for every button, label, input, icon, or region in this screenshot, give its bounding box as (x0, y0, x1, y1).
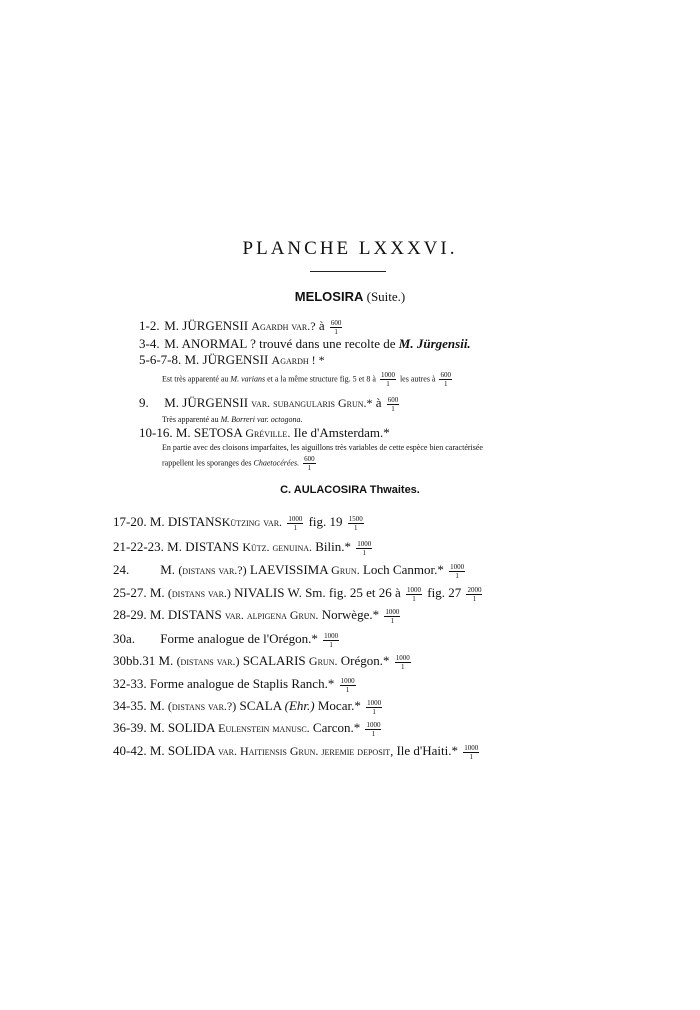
list-item (113, 539, 374, 557)
entry-author: (distans var.) (176, 654, 240, 668)
list-item (113, 720, 383, 738)
entry-author: Kütz. genuina. (242, 540, 312, 554)
entry-number: 25-27. (113, 585, 147, 600)
entry-author: (distans var.) (167, 586, 231, 600)
entry-author: var. subangularis Grun.* (251, 396, 373, 410)
entry-name: M. (149, 698, 165, 713)
entry-number: 24. (113, 562, 130, 577)
list-item (113, 653, 413, 671)
entry-name: Forme analogue de Staplis Ranch.* (149, 676, 335, 691)
magnification: $\frac{1000}{1}$ (340, 676, 355, 694)
list-item (139, 395, 401, 413)
list-item (139, 318, 344, 336)
entry-number: 30bb.31 (113, 653, 156, 668)
entry-name: M. ANORMAL ? trouvé dans une recolte de (164, 336, 396, 351)
entry-number: 9. (139, 395, 149, 410)
entry-author: Grun. (308, 654, 338, 668)
section-heading-aulacosira: C. AULACOSIRA Thwaites. (280, 484, 420, 496)
list-item (113, 631, 341, 649)
magnification: $\frac{600}{1}$ (330, 318, 342, 336)
magnification: $\frac{1000}{1}$ (357, 539, 372, 557)
magnification: $\frac{1000}{1}$ (324, 631, 339, 649)
entry-author: Eulenstein manusc. (218, 721, 310, 735)
plate-title: PLANCHE LXXXVI. (242, 238, 458, 259)
entry-text: SCALARIS (242, 653, 306, 668)
entry-number: 10-16. (139, 425, 173, 440)
magnification: $\frac{1000}{1}$ (450, 562, 465, 580)
entry-number: 17-20. (113, 514, 147, 529)
entry-text: Ile d'Amsterdam.* (293, 425, 390, 440)
entry-text: Mocar.* (317, 698, 361, 713)
entry-text: Loch Canmor.* (362, 562, 444, 577)
title-divider (310, 271, 386, 272)
entry-name: M. DISTANS (167, 539, 240, 554)
list-item (113, 562, 467, 580)
list-item (139, 352, 325, 368)
list-item (113, 698, 384, 716)
magnification: $\frac{1000}{1}$ (464, 743, 479, 761)
entry-name: M. (158, 653, 174, 668)
entry-author: Grun. (331, 563, 360, 577)
entry-name: M. DISTANS (149, 607, 222, 622)
entry-number: 32-33. (113, 676, 147, 691)
magnification: $\frac{1000}{1}$ (288, 514, 303, 532)
magnification: $\frac{1000}{1}$ (395, 653, 410, 671)
entry-author: Agardh ! * (271, 353, 325, 367)
entry-author: Gréville. (245, 426, 291, 440)
entry-note: Est très apparenté au M. varians et a la même structure fig. 5 et 8 à $\frac{1000}{1}$ les autres à $\frac{600}{1}$ (162, 371, 451, 388)
magnification: $\frac{1000}{1}$ (367, 698, 382, 716)
section-heading-melosira (0, 289, 700, 305)
entry-author: (distans var.?) (167, 699, 237, 713)
entry-number: 36-39. (113, 720, 147, 735)
genus-name: MELOSIRA (294, 289, 364, 304)
magnification: $\frac{1000}{1}$ (366, 720, 381, 738)
magnification: $\frac{600}{1}$ (387, 395, 399, 413)
entry-text: Orégon.* (340, 653, 390, 668)
entry-text: SCALA (239, 698, 282, 713)
list-item (113, 676, 358, 694)
entry-name: M. SETOSA (175, 425, 243, 440)
entry-note: Très apparenté au M. Borreri var. octogona. (162, 415, 303, 424)
entry-text: fig. 27 (427, 585, 462, 600)
entry-text: à (375, 395, 382, 410)
entry-text: Bilin.* (315, 539, 352, 554)
entry-author: var. Haitiensis Grun. jeremie deposit, (218, 744, 394, 758)
magnification: $\frac{2000}{1}$ (467, 585, 482, 603)
entry-text: fig. 19 (308, 514, 343, 529)
entry-text: Ile d'Haiti.* (396, 743, 458, 758)
entry-number: 1-2. (139, 318, 160, 333)
list-item (113, 743, 481, 761)
entry-name: M. (149, 585, 165, 600)
magnification: $\frac{600}{1}$ (304, 455, 315, 472)
entry-note: rappellent les sporanges des Chaetocérées. $\frac{600}{1}$ (162, 455, 315, 472)
list-item (113, 514, 366, 532)
genus-suffix: (Suite.) (366, 289, 406, 304)
entry-text: M. Jürgensii. (398, 336, 471, 351)
entry-name: M. JÜRGENSII (164, 318, 249, 333)
entry-number: 34-35. (113, 698, 147, 713)
entry-name: M. SOLIDA (149, 720, 215, 735)
entry-name: M. JÜRGENSII (164, 395, 249, 410)
entry-text: Carcon.* (312, 720, 361, 735)
entry-name: Forme analogue de l'Orégon.* (160, 631, 318, 646)
entry-name: M. SOLIDA (149, 743, 215, 758)
entry-name: M. DISTANS (149, 514, 222, 529)
entry-author: var. alpigena Grun. (225, 608, 319, 622)
entry-number: 3-4. (139, 336, 160, 351)
entry-author: (Ehr.) (284, 698, 315, 713)
magnification: $\frac{600}{1}$ (440, 371, 451, 388)
entry-name: M. (160, 562, 176, 577)
list-item (113, 607, 402, 625)
entry-author: (distans var.?) (178, 563, 247, 577)
entry-text: NIVALIS W. Sm. fig. 25 et 26 à (234, 585, 401, 600)
magnification: $\frac{1500}{1}$ (348, 514, 363, 532)
entry-text: à (318, 318, 325, 333)
magnification: $\frac{1000}{1}$ (380, 371, 395, 388)
entry-author: Kützing var. (221, 515, 283, 529)
list-item (139, 336, 471, 352)
entry-number: 30a. (113, 631, 136, 646)
entry-author: Agardh var.? (251, 319, 316, 333)
entry-number: 5-6-7-8. (139, 352, 182, 367)
entry-number: 40-42. (113, 743, 147, 758)
entry-text: Norwège.* (321, 607, 380, 622)
entry-number: 28-29. (113, 607, 147, 622)
list-item (139, 425, 390, 441)
magnification: $\frac{1000}{1}$ (407, 585, 422, 603)
entry-text: LAEVISSIMA (249, 562, 328, 577)
list-item (113, 585, 484, 603)
magnification: $\frac{1000}{1}$ (385, 607, 400, 625)
entry-name: M. JÜRGENSII (184, 352, 269, 367)
entry-number: 21-22-23. (113, 539, 164, 554)
entry-note: En partie avec des cloisons imparfaites, les aiguillons très variables de cette espèce bien caractérisée (162, 443, 483, 452)
